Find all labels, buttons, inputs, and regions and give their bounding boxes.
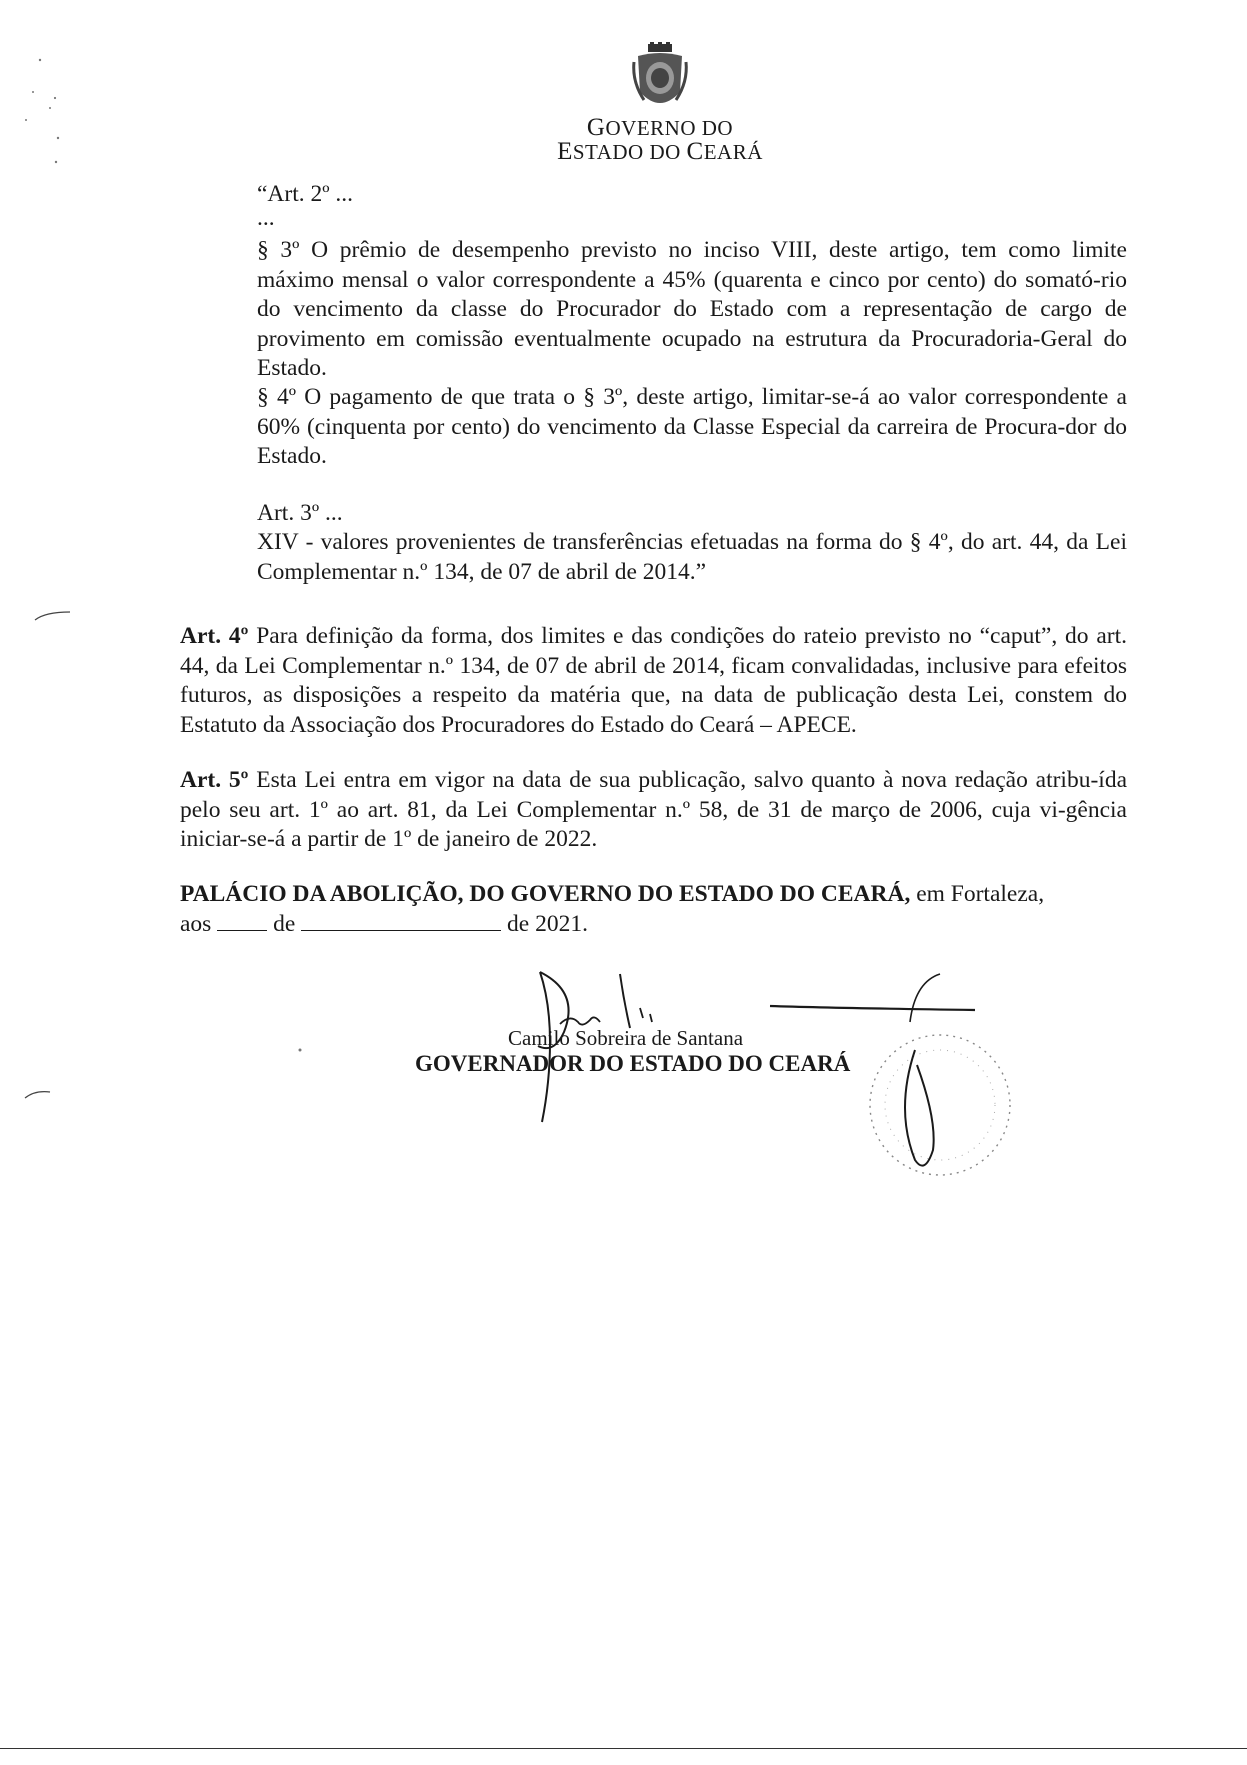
government-name-line2: ESTADO DO CEARÁ: [557, 138, 763, 165]
month-blank: [301, 912, 501, 931]
art2-ellipsis: ...: [257, 205, 275, 231]
art2-heading: “Art. 2º ...: [257, 181, 354, 207]
government-name-line1: GOVERNO DO: [586, 114, 734, 141]
page-bottom-rule: [0, 1748, 1247, 1749]
date-line: aos de de 2021.: [180, 911, 588, 937]
state-coat-of-arms-icon: [630, 42, 690, 116]
signer-name: Camilo Sobreira de Santana: [508, 1026, 744, 1050]
official-stamp: [855, 1010, 1025, 1200]
palace-name: PALÁCIO DA ABOLIÇÃO, DO GOVERNO DO ESTADO DO CEARÁ,: [180, 881, 911, 907]
palace-statement: PALÁCIO DA ABOLIÇÃO, DO GOVERNO DO ESTADO DO CEARÁ, em Fortaleza,: [180, 881, 1045, 907]
letterhead: [520, 42, 800, 164]
article-5: [180, 766, 1127, 855]
art3-heading: Art. 3º ...: [257, 500, 343, 526]
paragraph-4: § 4º O pagamento de que trata o § 3º, deste artigo, limitar-se-á ao valor correspondente a 60% (cinquenta por cento) do vencimento da Classe Especial da carreira de Procura-dor do Estado.: [257, 384, 1127, 469]
art4-text: Para definição da forma, dos limites e das condições do rateio previsto no “caput”, do art. 44, da Lei Complementar n.º 134, de 07 de abril de 2014, ficam convalidadas, inclusive para efeitos futuros, as disposições a respeito da matéria que, na data de publicação desta Lei, constem do Estatuto da Associação dos Procuradores do Estado do Ceará – APECE.: [180, 623, 1127, 738]
day-blank: [217, 912, 267, 931]
article-4: [180, 622, 1127, 740]
art5-text: Esta Lei entra em vigor na data de sua publicação, salvo quanto à nova redação atribu-ída pelo seu art. 1º ao art. 81, da Lei Complementar n.º 58, de 31 de março de 2006, cuja vi-gência iniciar-se-á a partir de 1º de janeiro de 2022.: [180, 767, 1127, 852]
art5-label: Art. 5º: [180, 767, 249, 793]
art4-label: Art. 4º: [180, 623, 249, 649]
signer-title: GOVERNADOR DO ESTADO DO CEARÁ: [415, 1051, 851, 1076]
art3-item-xiv: XIV - valores provenientes de transferências efetuadas na forma do § 4º, do art. 44, da Lei Complementar n.º 134, de 07 de abril de 2014.”: [257, 529, 1127, 585]
paragraph-3: § 3º O prêmio de desempenho previsto no inciso VIII, deste artigo, tem como limite máximo mensal o valor correspondente a 45% (quarenta e cinco por cento) do somató-rio do vencimento da classe do Procurador do Estado com a representação de cargo de provimento em comissão eventualmente ocupado na estrutura da Procuradoria-Geral do Estado.: [257, 237, 1127, 381]
